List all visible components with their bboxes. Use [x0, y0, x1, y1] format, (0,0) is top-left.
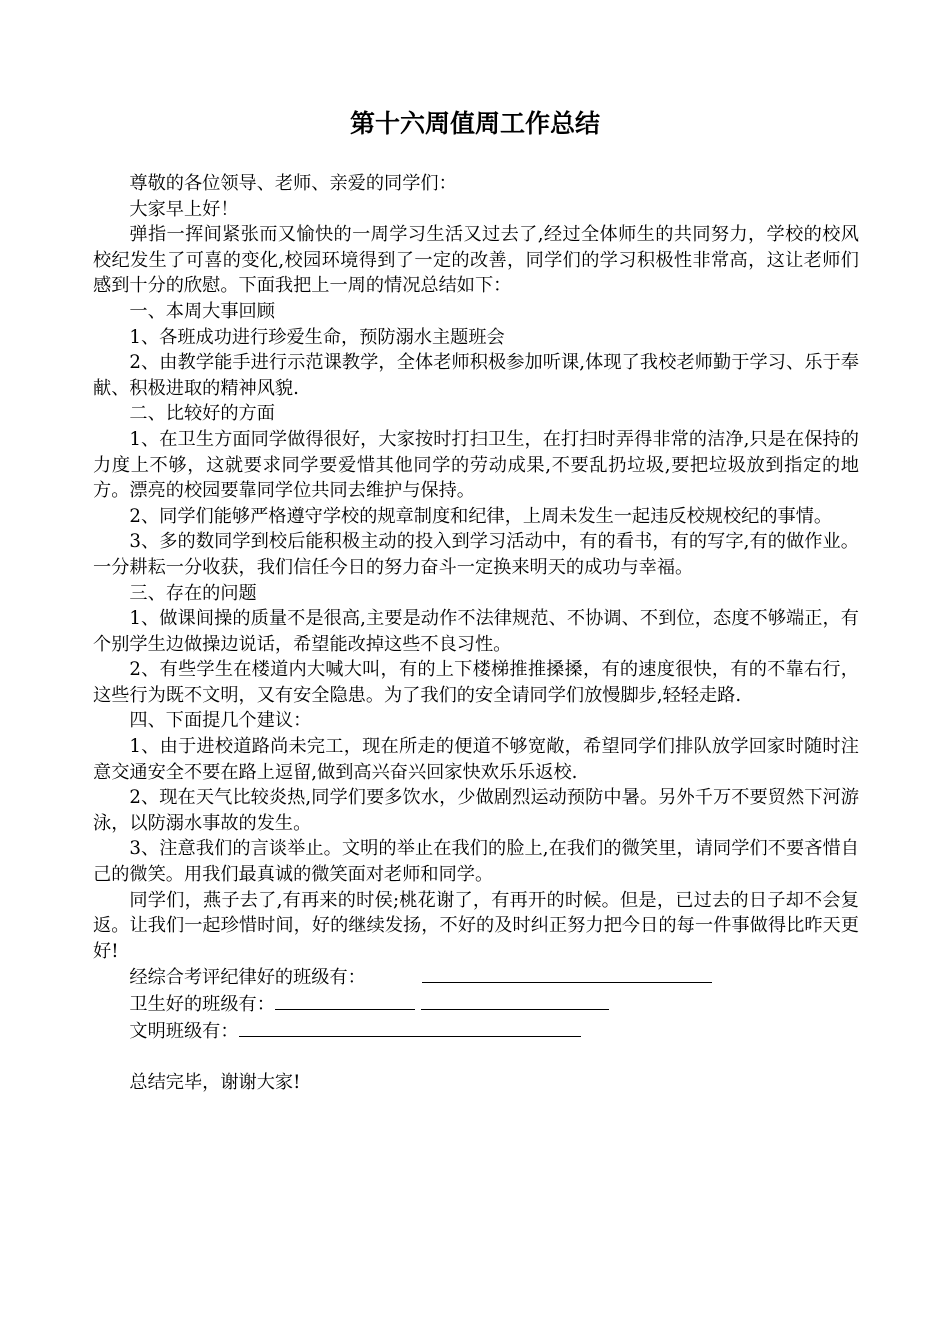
document-body: [93, 171, 859, 1095]
section-1-item-1: 1、各班成功进行珍爱生命，预防溺水主题班会: [129, 326, 505, 348]
section-4-item-3: 3、注意我们的言谈举止。文明的举止在我们的脸上,在我们的微笑里，请同学们不要吝惜自己的微笑。用我们最真诚的微笑面对老师和同学。: [93, 838, 859, 886]
civility-label: 文明班级有：: [129, 1020, 239, 1042]
closing-paragraph: 同学们，燕子去了,有再来的时侯;桃花谢了，有再开的时候。但是，已过去的日子却不会复返。让我们一起珍惜时间，好的继续发扬，不好的及时纠正努力把今日的每一件事做得比昨天更好!: [93, 889, 859, 962]
discipline-fill-line: [93, 964, 859, 991]
section-2-item-3: 3、多的数同学到校后能积极主动的投入到学习活动中，有的看书，有的写字,有的做作业。一分耕耘一分收获，我们信任今日的努力奋斗一定换来明天的成功与幸福。: [93, 531, 859, 578]
section-4-item-1: 1、由于进校道路尚未完工，现在所走的便道不够宽敞，希望同学们排队放学回家时随时注意交通安全不要在路上逗留,做到高兴奋兴回家快欢乐乐返校.: [93, 736, 859, 783]
hygiene-fill-line: [93, 991, 859, 1018]
discipline-blank: [422, 964, 712, 983]
hygiene-blank-1: [275, 991, 415, 1010]
document-title: 第十六周值周工作总结: [349, 109, 600, 138]
hygiene-label: 卫生好的班级有：: [129, 994, 275, 1015]
section-2-item-1: 1、在卫生方面同学做得很好，大家按时打扫卫生，在打扫时弄得非常的洁净,只是在保持的力度上不够，这就要求同学要爱惜其他同学的劳动成果,不要乱扔垃圾,要把垃圾放到指定的地方。漂亮的校园要靠同学位共同去维护与保持。: [93, 428, 859, 502]
section-3-item-2: 2、有些学生在楼道内大喊大叫，有的上下楼梯推推搡搡，有的速度很快，有的不靠右行，这些行为既不文明，又有安全隐患。为了我们的安全请同学们放慢脚步,轻轻走路.: [93, 659, 859, 706]
section-heading-3: 三、存在的问题: [129, 582, 257, 604]
civility-fill-line: [93, 1018, 859, 1045]
section-2-item-2: 2、同学们能够严格遵守学校的规章制度和纪律，上周未发生一起违反校规校纪的事情。: [129, 505, 833, 527]
section-heading-1: 一、本周大事回顾: [129, 300, 275, 322]
discipline-label: 经综合考评纪律好的班级有：: [129, 967, 366, 989]
section-heading-4: 四、下面提几个建议：: [129, 710, 312, 732]
intro-paragraph: 弹指一挥间紧张而又愉快的一周学习生活又过去了,经过全体师生的共同努力，学校的校风校纪发生了可喜的变化,校园环境得到了一定的改善，同学们的学习积极性非常高，这让老师们感到十分的欣慰。下面我把上一周的情况总结如下：: [93, 224, 859, 297]
blank-line: [93, 1044, 859, 1070]
section-3-item-1: 1、做课间操的质量不是很高,主要是动作不法律规范、不协调、不到位，态度不够端正，有个别学生边做操边说话，希望能改掉这些不良习性。: [93, 608, 859, 655]
greeting-morning: 大家早上好！: [129, 198, 239, 220]
hygiene-blank-2: [421, 991, 609, 1010]
closing-remark: 总结完毕，谢谢大家!: [129, 1071, 301, 1093]
section-4-item-2: 2、现在天气比较炎热,同学们要多饮水，少做剧烈运动预防中暑。另外千万不要贸然下河游泳，以防溺水事故的发生。: [93, 787, 859, 834]
section-1-item-2: 2、由教学能手进行示范课教学，全体老师积极参加听课,体现了我校老师勤于学习、乐于奉献、积极进取的精神风貌.: [93, 352, 859, 399]
section-heading-2: 二、比较好的方面: [129, 403, 275, 425]
civility-blank: [239, 1018, 581, 1037]
greeting: 尊敬的各位领导、老师、亲爱的同学们：: [129, 173, 457, 194]
